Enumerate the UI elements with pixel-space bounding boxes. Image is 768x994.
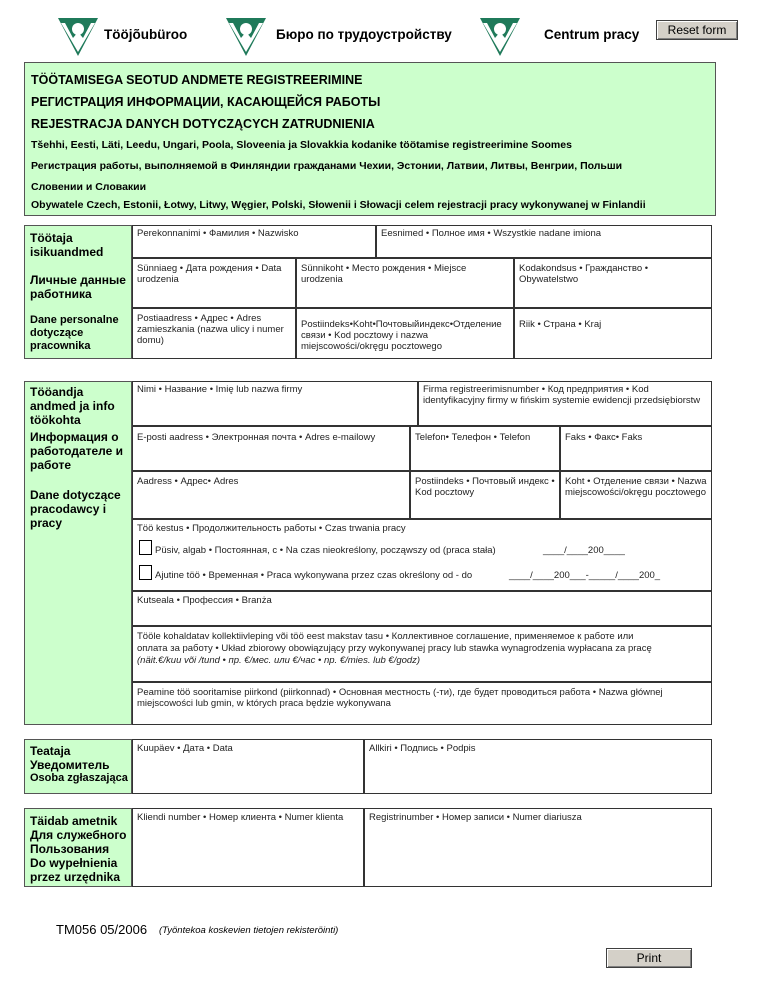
worker-label-russian: Личные данные работника: [30, 273, 126, 301]
print-button[interactable]: Print: [606, 948, 692, 968]
worker-label-estonian: Töötaja isikuandmed: [30, 231, 104, 259]
reporter-section-label-panel: [24, 739, 132, 794]
employer-postcode-field[interactable]: Postiindeks • Почтовый индекс • Kod pocztowy: [410, 471, 560, 519]
employment-office-logo: [478, 14, 522, 58]
report-date-field[interactable]: Kuupäev • Дата • Data: [132, 739, 364, 794]
official-label-polish: Do wypełnienia przez urzędnika: [30, 856, 121, 884]
employer-phone-field[interactable]: Telefon• Телефон • Telefon: [410, 426, 560, 471]
employer-place-field[interactable]: Koht • Отделение связи • Nazwa miejscowości/okręgu pocztowego: [560, 471, 712, 519]
permanent-job-checkbox[interactable]: [139, 540, 152, 555]
employer-label-estonian: Tööandja andmed ja info töökohta: [30, 385, 115, 427]
worker-firstname-field[interactable]: Eesnimed • Полное имя • Wszystkie nadane imiona: [376, 225, 712, 258]
worker-surname-field[interactable]: Perekonnanimi • Фамилия • Nazwisko: [132, 225, 376, 258]
header-label-polish: Centrum pracy: [544, 27, 640, 42]
temporary-date-range[interactable]: ____/____200___-_____/____200_: [509, 570, 661, 581]
subtitle-estonian: Tšehhi, Eesti, Läti, Leedu, Ungari, Poola, Sloveenia ja Slovakkia kodanike töötamise registreerimine Soomes: [31, 139, 572, 151]
employer-address-field[interactable]: Aadress • Адрес• Adres: [132, 471, 410, 519]
temporary-job-checkbox[interactable]: [139, 565, 152, 580]
permanent-job-label: Püsiv, algab • Постоянная, с • Na czas nieokreślony, począwszy od (praca stała): [155, 545, 496, 556]
employer-label-polish: Dane dotyczące pracodawcy i pracy: [30, 488, 121, 530]
employer-label-russian: Информация о работодателе и работе: [30, 430, 124, 472]
title-russian: РЕГИСТРАЦИЯ ИНФОРМАЦИИ, КАСАЮЩЕЙСЯ РАБОТЫ: [31, 95, 381, 109]
official-label-russian: Для служебного Пользования: [30, 828, 127, 856]
signature-field[interactable]: Allkiri • Подпись • Podpis: [364, 739, 712, 794]
official-label-estonian: Täidab ametnik: [30, 814, 118, 828]
profession-field[interactable]: Kutseala • Профессия • Branża: [132, 591, 712, 626]
employer-section-label-panel: [24, 381, 132, 725]
header-label-estonian: Tööjõubüroo: [104, 27, 188, 42]
reporter-label-russian: Уведомитель: [30, 758, 110, 772]
worker-citizenship-field[interactable]: Kodakondsus • Гражданство • Obywatelstwo: [514, 258, 712, 308]
permanent-start-date[interactable]: ____/____200____: [543, 545, 625, 556]
employer-regnum-field[interactable]: Firma registreerimisnumber • Код предприятия • Kod identyfikacyjny firmy w fińskim systemie ewidencji przedsiębiorstw: [418, 381, 712, 426]
subtitle-russian: Регистрация работы, выполняемой в Финляндии гражданами Чехии, Эстонии, Латвии, Литвы, Венгрии, Польши: [31, 160, 623, 172]
worker-birthdate-field[interactable]: Sünniaeg • Дата рождения • Data urodzenia: [132, 258, 296, 308]
employment-office-logo: [224, 14, 268, 58]
client-number-field[interactable]: Kliendi number • Номер клиента • Numer klienta: [132, 808, 364, 887]
form-title-panel: [24, 62, 716, 216]
worker-address-field[interactable]: Postiaadress • Адрес • Adres zamieszkania (nazwa ulicy i numer domu): [132, 308, 296, 359]
header-label-russian: Бюро по трудоустройству: [276, 27, 452, 42]
reporter-label-polish: Osoba zgłaszająca: [30, 772, 128, 784]
subtitle-russian-cont: Словении и Словакии: [31, 181, 147, 193]
collective-agreement-field[interactable]: Tööle kohaldatav kollektiivleping või töö eest makstav tasu • Коллективное соглашение, применяемое к работе или оплата за работу • Układ zbiorowy obowiązujący przy wykonywanej pracy lub stawka wynagrodzenia wypłacana za pracę (näit.€/kuu või /tund • пр. €/мес. или €/час • np. €/mies. lub €/godz): [132, 626, 712, 682]
worker-birthplace-field[interactable]: Sünnikoht • Место рождения • Miejsce urodzenia: [296, 258, 514, 308]
worker-section-label-panel: [24, 225, 132, 359]
form-note: (Työntekoa koskevien tietojen rekisteröinti): [159, 925, 339, 936]
worker-postcode-field[interactable]: Postiindeks•Koht•Почтовыйиндекс•Отделение связи • Kod pocztowy i nazwa miejscowości/okręgu pocztowego: [296, 308, 514, 359]
reporter-label-estonian: Teataja: [30, 744, 71, 758]
employment-office-logo: [56, 14, 100, 58]
work-duration-group: [132, 519, 712, 591]
official-section-label-panel: [24, 808, 132, 887]
employer-name-field[interactable]: Nimi • Название • Imię lub nazwa firmy: [132, 381, 418, 426]
temporary-job-label: Ajutine töö • Временная • Praca wykonywana przez czas określony od - do: [155, 570, 473, 581]
title-polish: REJESTRACJA DANYCH DOTYCZĄCYCH ZATRUDNIENIA: [31, 117, 375, 131]
subtitle-polish: Obywatele Czech, Estonii, Łotwy, Litwy, Węgier, Polski, Słowenii i Słowacji celem rejestracji pracy wykonywanej w Finlandii: [31, 199, 646, 211]
registry-number-field[interactable]: Registrinumber • Номер записи • Numer diariusza: [364, 808, 712, 887]
reset-form-button[interactable]: Reset form: [656, 20, 738, 40]
employer-email-field[interactable]: E-posti aadress • Электронная почта • Adres e-mailowy: [132, 426, 410, 471]
title-estonian: TÖÖTAMISEGA SEOTUD ANDMETE REGISTREERIMINE: [31, 73, 363, 87]
worker-country-field[interactable]: Riik • Страна • Kraj: [514, 308, 712, 359]
employer-fax-field[interactable]: Faks • Факс• Faks: [560, 426, 712, 471]
worker-label-polish: Dane personalne dotyczące pracownika: [30, 314, 119, 352]
work-region-field[interactable]: Peamine töö sooritamise piirkond (piirkonnad) • Основная местность (-ти), где будет проводиться работа • Nazwa głównej miejscowości lub gmin, w których praca będzie wykonywana: [132, 682, 712, 725]
form-code: TM056 05/2006: [56, 922, 148, 937]
work-duration-label: Töö kestus • Продолжительность работы • Czas trwania pracy: [137, 523, 406, 534]
